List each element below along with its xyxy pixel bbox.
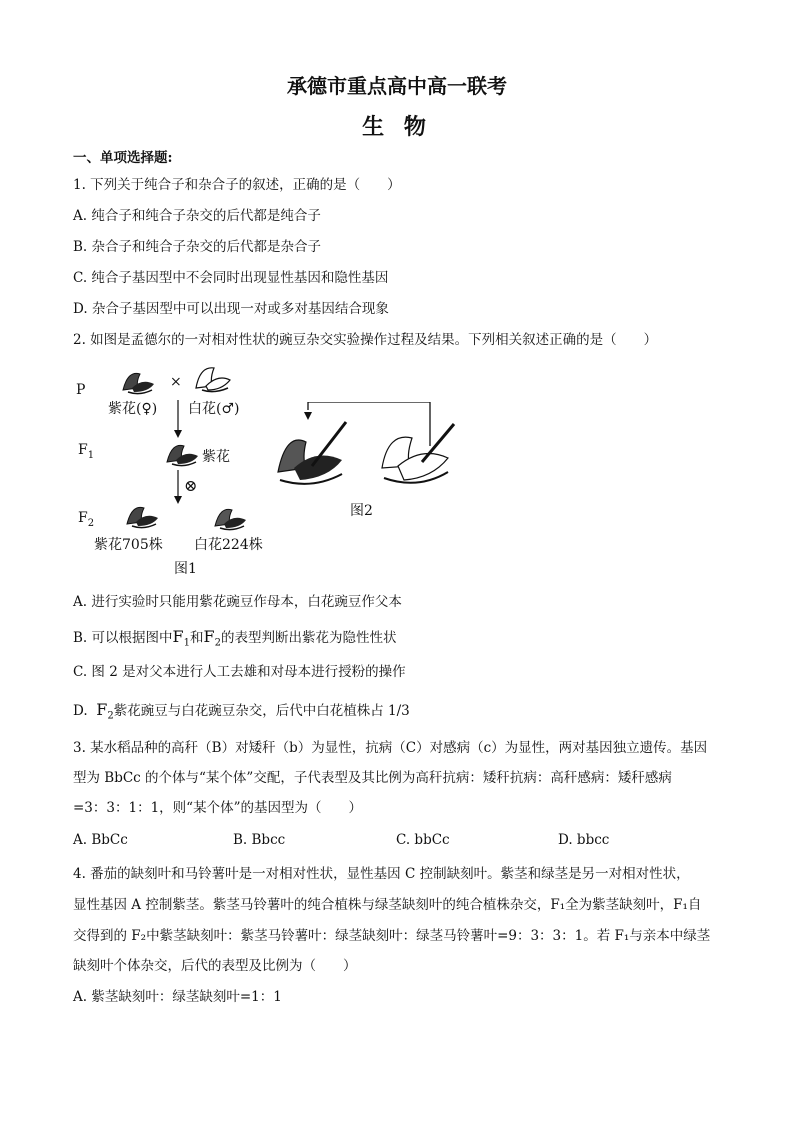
q1-option-b: B. 杂合子和纯合子杂交的后代都是杂合子: [73, 239, 322, 255]
f1-purple-label: 紫花: [202, 449, 230, 465]
figure-1-caption: 图1: [174, 561, 197, 577]
subject-title: 生 物: [362, 114, 432, 140]
q4-line-2: 显性基因 A 控制紫茎。紫茎马铃薯叶的纯合植株与绿茎缺刻叶的纯合植株杂交，F₁全为紫茎缺刻叶，F₁自: [73, 897, 702, 913]
q1-option-d: D. 杂合子基因型中可以出现一对或多对基因结合现象: [73, 301, 389, 317]
f2-white-count: 白花224株: [194, 537, 263, 553]
f2-white-flower-icon: [210, 502, 250, 532]
q3-option-a: A. BbCc: [73, 832, 128, 848]
q2-stem: 2. 如图是孟德尔的一对相对性状的豌豆杂交实验操作过程及结果。下列相关叙述正确的是（ ）: [73, 332, 658, 348]
q4-line-4: 缺刻叶个体杂交，后代的表型及比例为（ ）: [73, 958, 357, 974]
q2-option-a: A. 进行实验时只能用紫花豌豆作母本，白花豌豆作父本: [73, 594, 402, 610]
q1-option-c: C. 纯合子基因型中不会同时出现显性基因和隐性基因: [73, 270, 389, 286]
f1-label: $F_1$: [78, 442, 95, 461]
figure-2-caption: 图2: [350, 503, 373, 519]
q3-option-d: D. bbcc: [558, 832, 610, 848]
white-male-label: 白花(♂): [188, 401, 240, 417]
q3-options: [73, 830, 733, 850]
q1-stem: 1. 下列关于纯合子和杂合子的叙述，正确的是（ ）: [73, 177, 401, 193]
pea-cross-figure: [60, 360, 480, 580]
arrow-f1-to-f2: [172, 470, 184, 506]
q3-line-2: 型为 BbCc 的个体与“某个体”交配，子代表型及其比例为高秆抗病：矮秆抗病：高秆感病：矮秆感病: [73, 770, 672, 786]
f2-purple-flower-icon: [122, 500, 162, 530]
cross-symbol: ×: [170, 374, 182, 390]
q3-line-1: 3. 某水稻品种的高秆（B）对矮秆（b）为显性，抗病（C）对感病（c）为显性，两对基因独立遗传。基因: [73, 740, 708, 756]
q2-option-c: C. 图 2 是对父本进行人工去雄和对母本进行授粉的操作: [73, 664, 406, 680]
purple-flower-icon: [118, 366, 158, 396]
p-label: P: [76, 382, 86, 398]
q4-line-3: 交得到的 F₂中紫茎缺刻叶：紫茎马铃薯叶：绿茎缺刻叶：绿茎马铃薯叶=9：3：3：1。若 F₁与亲本中绿茎: [73, 928, 711, 944]
selfing-symbol: ⊗: [184, 476, 198, 495]
purple-female-label: 紫花(♀): [108, 401, 158, 417]
exam-title: 承德市重点高中高一联考: [287, 74, 507, 98]
q4-line-1: 4. 番茄的缺刻叶和马铃薯叶是一对相对性状，显性基因 C 控制缺刻叶。紫茎和绿茎是另一对相对性状，: [73, 866, 690, 882]
q3-option-c: C. bbCc: [396, 832, 450, 848]
pollination-diagram: [272, 402, 472, 502]
section-heading: 一、单项选择题:: [73, 150, 173, 166]
arrow-p-to-f1: [172, 400, 184, 440]
q3-option-b: B. Bbcc: [233, 832, 286, 848]
q4-option-a: A. 紫茎缺刻叶：绿茎缺刻叶=1：1: [73, 989, 282, 1005]
q1-option-a: A. 纯合子和纯合子杂交的后代都是纯合子: [73, 208, 321, 224]
white-flower-icon: [190, 362, 234, 394]
f2-purple-count: 紫花705株: [94, 537, 163, 553]
q3-line-3: =3：3：1：1，则“某个体”的基因型为（ ）: [73, 800, 362, 816]
f1-purple-flower-icon: [162, 438, 202, 468]
f2-label: $F_2$: [78, 510, 95, 529]
q2-option-b: B. 可以根据图中$F_1$和$F_2$的表型判断出紫花为隐性性状: [73, 627, 397, 649]
q2-option-d: D. $F_2$紫花豌豆与白花豌豆杂交，后代中白花植株占 1/3: [73, 700, 410, 722]
